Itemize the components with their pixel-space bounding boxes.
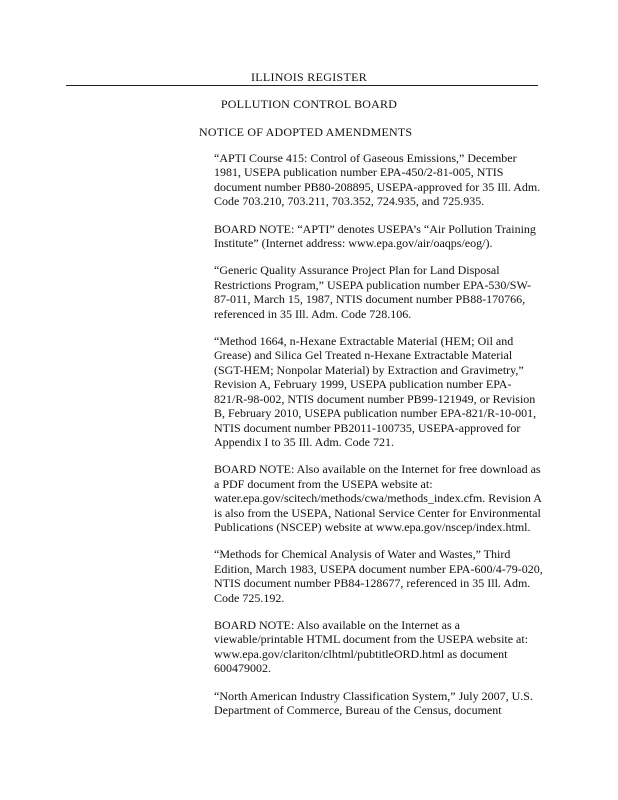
paragraph-chemical-analysis: “Methods for Chemical Analysis of Water and Wastes,” Third Edition, March 1983, USEPA document number EPA-600/4-79-020, NTIS document number PB84-128677, referenced in 35 Ill. Adm. Code 725.192. bbox=[214, 547, 543, 605]
paragraph-naics: “North American Industry Classification System,” July 2007, U.S. Department of Commerce, Bureau of the Census, document bbox=[214, 688, 533, 717]
paragraph-board-note-clariton: BOARD NOTE: Also available on the Internet as a viewable/printable HTML document from the USEPA website at: www.epa.gov/clariton/clhtml/pubtitleORD.html as document 600479002. bbox=[214, 617, 529, 676]
board-name: POLLUTION CONTROL BOARD bbox=[220, 97, 398, 111]
register-title: ILLINOIS REGISTER bbox=[250, 70, 368, 84]
paragraph-generic-qapp: “Generic Quality Assurance Project Plan for Land Disposal Restrictions Program,” USEPA publication number EPA-530/SW-87-011, March 15, 1987, NTIS document number PB88-170766, referenced in 35 Ill. Adm. Code 728.106. bbox=[214, 263, 532, 321]
paragraph-method-1664: “Method 1664, n-Hexane Extractable Material (HEM; Oil and Grease) and Silica Gel Treated n-Hexane Extractable Material (SGT-HEM; Nonpolar Material) by Extraction and Gravimetry,” Revision A, February 1999, USEPA publication number EPA-821/R-98-002, NTIS document number PB99-121949, or Revision B, February 2010, USEPA publication number EPA-821/R-10-001, NTIS document number PB2011-100735, USEPA-approved for Appendix I to 35 Ill. Adm. Code 721. bbox=[214, 334, 537, 449]
notice-heading: NOTICE OF ADOPTED AMENDMENTS bbox=[199, 125, 413, 139]
document-body bbox=[214, 151, 544, 730]
header-rule bbox=[66, 85, 538, 86]
paragraph-apti-course: “APTI Course 415: Control of Gaseous Emissions,” December 1981, USEPA publication number EPA-450/2-81-005, NTIS document number PB80-208895, USEPA-approved for 35 Ill. Adm. Code 703.210, 703.211, 703.352, 724.935, and 725.935. bbox=[214, 151, 541, 209]
paragraph-board-note-apti: BOARD NOTE: “APTI” denotes USEPA’s “Air Pollution Training Institute” (Internet address: www.epa.gov/air/oaqps/eog/). bbox=[214, 221, 536, 251]
paragraph-board-note-method-1664: BOARD NOTE: Also available on the Internet for free download as a PDF document from the USEPA website at: water.epa.gov/scitech/methods/cwa/methods_index.cfm. Revision A is also from the USEPA, National Service Center for Environmental Publications (NSCEP) website at www.epa.gov/nscep/index.html. bbox=[214, 462, 542, 534]
